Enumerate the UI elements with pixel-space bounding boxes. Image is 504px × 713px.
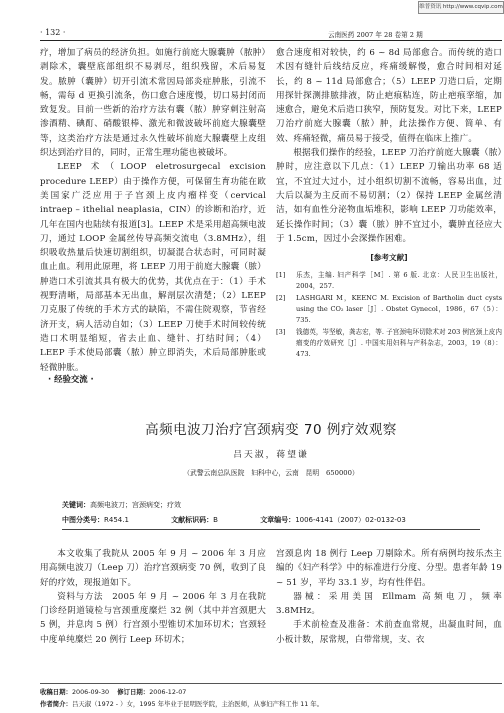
doc-code-value: B — [213, 516, 218, 524]
paragraph: 根据我们操作的经验，LEEP 刀治疗前庭大腺囊（脓）肿时，应注意以下几点：（1）LEEP 刀输出功率 68 适宜，不宜过大过小，过小组织切割不流畅，容易出血，过大后以凝为主反而不易切割；（2）保持 LEEP 金属丝清洁，如有血性分泌物血垢堆积，影响 LEEP 刀功能效率，延长操作时间；（3）囊（脓）肿不宜过小，囊肿直径应大于 1.5cm，因过小会深操作困难。 — [276, 148, 502, 244]
reference-text: 乐杰，主编. 妇产科学［M］. 第 6 版. 北京：人民卫生出版社，2004，257. — [296, 271, 502, 291]
reference-number: [1] — [276, 271, 286, 280]
article-affiliation: （武警云南总队医院 妇科中心，云南 昆明 650000） — [183, 469, 359, 477]
keywords-line — [62, 500, 181, 510]
references-title: [参考文献] — [370, 253, 408, 263]
paragraph: 本文收集了我院从 2005 年 9 月 ~ 2006 年 3 月应用高频电波刀（Leep 刀）治疗宫颈病变 70 例，收到了良好的疗效，现报道如下。 — [40, 549, 266, 588]
section-label: · 经验交流 · — [48, 374, 94, 384]
classification-line — [62, 515, 446, 525]
paragraph: 资料与方法 2005 年 9 月 ~ 2006 年 3 月在我院门诊经阴道镜检与宫颈重度糜烂 32 例（其中并宫颈肥大 5 例，并息肉 5 例）行宫颈小型锥切术加环切术；宫颈轻中度单纯糜烂 20 例行 Leep 环切术； — [40, 591, 266, 645]
reference-text: LASHGARI M，KEENC M. Excision of Bartholin duct cysts using the CO₂ laser［J］. Obstet Gynecol，1986，67（5）：735. — [296, 294, 502, 325]
article-id-label: 文章编号： — [260, 516, 296, 524]
page-number: · 132 · — [40, 28, 66, 37]
clc-label: 中图分类号： — [62, 516, 104, 524]
keywords-value: 高频电波刀；宫颈病变；疗效 — [90, 501, 181, 509]
journal-header: 云南医药 2007 年 28 卷第 2 期 — [328, 31, 423, 39]
article1-right-column — [276, 46, 502, 361]
paragraph: 手术前检查及准备：术前查血常规，出凝血时间，血小板计数，尿常规，白带常规，支、衣 — [276, 620, 502, 645]
keywords-label: 关键词： — [62, 501, 90, 509]
article2-right-column — [276, 547, 502, 647]
clc-value: R454.1 — [104, 516, 129, 524]
reference-text: 钱德英，岑坚敏，龚志宏，等. 子宫颈电环切除术对 203 例宫颈上皮内瘤变的疗效研究［J］. 中国实用妇科与产科杂志，2003，19（8）：473. — [296, 328, 502, 359]
paragraph: 疗，增加了病员的经济负担。如施行前庭大腺囊肿（脓肿）剥除术，囊壁底部组织不易剥尽，组织残留，术后易复发。脓肿（囊肿）切开引流术常因局部炎症肿胀，引流不畅，需每 d 更换引流条，伤口愈合速度慢，切口易封闭而致复发。目前一些新的治疗方法有囊（脓）肿穿刺注射高渗酒精、碘酊、硝酸银棒、激光和微波破坏前庭大腺囊壁等，这类治疗方法是通过永久性破坏前庭大腺囊壁上皮组织达到治疗目的，同时，正常生理功能也被破坏。 — [40, 48, 266, 159]
article-id-value: 1006-4141（2007）02-0132-03 — [295, 516, 406, 524]
reference-number: [3] — [276, 328, 286, 337]
author-bio-footnote — [40, 699, 323, 708]
paragraph: 器械：采用美国 Ellmam 高频电刀，频率 3.8MHz。 — [276, 591, 502, 617]
author-bio-text: 吕天淑（1972 - ）女，1995 年毕业于昆明医学院，主治医师，从事妇产科工作 11 年。 — [71, 700, 324, 708]
paragraph: LEEP 术（LOOP eletrosurgecal excision procedure LEEP）由于操作方便，可保留生育功能在欧美国家广泛应用于子宫颈上皮内瘤样变（cervical intraep – ithelial neaplasia，CIN）的诊断和治疗，近几年在国内也陆续有报道[3]。LEEP 术是采用超高频电波刀，通过 LOOP 金属丝传导高频交流电（3.8MHz），组织吸收热量后快速切割组织，切凝混合状态时，可同时凝血止血。利用此原理，将 LEEP 刀用于前庭大腺囊（脓）肿造口术引流其具有极大的优势，其优点在于：（1）手术视野清晰，局部基本无出血，解剖层次清楚；（2）LEEP 刀克服了传统的手术方式的缺陷，不需住院观察，节省经济开支，病人活动自如；（3）LEEP 刀使手术时间较传统造口术明显缩短，省去止血、缝针、打结时间；（4）LEEP 手术使局部囊（脓）肿立即消失，术后局部肿胀或轻微肿胀。 — [40, 162, 266, 373]
doc-code-field — [171, 516, 238, 524]
revised-date: 2006-12-07 — [149, 688, 187, 696]
received-date: 2006-09-30 — [71, 688, 110, 696]
watermark: 维普资讯 http://www.cqvip.com — [418, 1, 504, 14]
article2-left-column — [40, 547, 266, 647]
article-id-field — [260, 516, 426, 524]
article-authors: 吕天淑，蒋望谦 — [233, 450, 309, 460]
divider — [62, 529, 480, 530]
reference-item — [276, 270, 502, 292]
footnote-rule — [40, 683, 502, 684]
reference-item — [276, 293, 502, 326]
dates-footnote — [40, 687, 186, 696]
doc-code-label: 文献标识码： — [171, 516, 214, 524]
revised-label: 修订日期： — [117, 688, 150, 696]
reference-number: [2] — [276, 294, 286, 303]
paragraph: 宫颈息肉 18 例行 Leep 刀剔除术。所有病例均按乐杰主编的《妇产科学》中的标准进行分度、分型。患者年龄 19 ~ 51 岁，平均 33.1 岁，均有性伴侣。 — [276, 549, 502, 588]
reference-item — [276, 327, 502, 360]
clc-field — [62, 516, 149, 524]
author-bio-label: 作者简介： — [40, 700, 72, 708]
reference-list — [276, 270, 502, 360]
header-rule — [40, 40, 502, 41]
paragraph: 愈合速度相对较快，约 6 ~ 8d 局部愈合。而传统的造口术因有缝针后线结反应，疼痛缓解慢，愈合时间相对延长，约 8 ~ 11d 局部愈合；（5）LEEP 刀造口后，定期用探针探测排脓排液，防止疤痕粘连，防止疤痕挛缩，加速愈合，避免术后造口狭窄，预防复发。对比下来，LEEP 刀治疗前庭大腺囊（脓）肿，此法操作方便、简单、有效、疼痛轻微，痛员易于接受，值得在临床上推广。 — [276, 48, 502, 144]
received-label: 收稿日期： — [40, 688, 72, 696]
article-title: 高频电波刀治疗宫颈病变 70 例疗效观察 — [145, 422, 397, 438]
article1-left-column — [40, 46, 266, 375]
